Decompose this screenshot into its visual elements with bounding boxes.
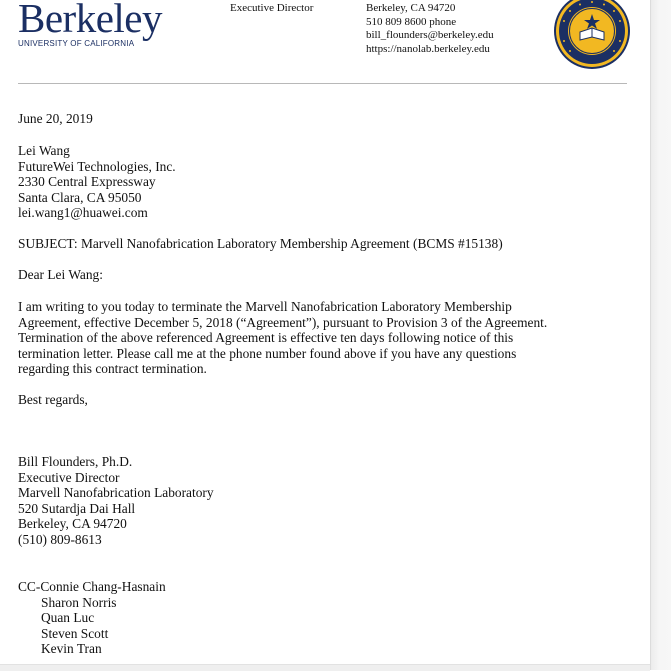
- recipient-city: Santa Clara, CA 95050: [18, 189, 142, 205]
- letter-body: [18, 299, 547, 377]
- header-divider: [18, 83, 627, 84]
- signer-street: 520 Sutardja Dai Hall: [18, 500, 136, 516]
- body-line: Termination of the above referenced Agreement is effective ten days following notice of this: [18, 330, 514, 346]
- recipient-email: lei.wang1@huawei.com: [18, 205, 148, 221]
- university-seal-icon: [553, 0, 631, 70]
- cc-item: Steven Scott: [41, 625, 109, 641]
- signer-city: Berkeley, CA 94720: [18, 516, 127, 532]
- contact-phone: 510 809 8600 phone: [366, 15, 457, 28]
- closing: Best regards,: [18, 392, 88, 407]
- cc-item: Quan Luc: [41, 610, 95, 626]
- body-line: Agreement, effective December 5, 2018 (“Agreement”), pursuant to Provision 3 of the Agreement.: [18, 314, 548, 330]
- recipient-name: Lei Wang: [18, 143, 70, 158]
- recipient-address: [18, 143, 176, 221]
- cc-first: CC-Connie Chang-Hasnain: [18, 579, 166, 594]
- logo-wordmark: Berkeley: [18, 0, 162, 41]
- signer-title: Executive Director: [18, 469, 120, 485]
- recipient-company: FutureWei Technologies, Inc.: [18, 158, 176, 174]
- salutation: Dear Lei Wang:: [18, 267, 103, 282]
- letterhead-title: Executive Director: [230, 2, 314, 14]
- signer-phone: (510) 809-8613: [18, 531, 102, 547]
- contact-email: bill_flounders@berkeley.edu: [366, 29, 494, 41]
- signature-block: [18, 454, 214, 548]
- body-line: termination letter. Please call me at the phone number found above if you have any questions: [18, 345, 517, 361]
- viewer-background: [650, 0, 671, 670]
- signer-organization: Marvell Nanofabrication Laboratory: [18, 485, 214, 501]
- contact-city: Berkeley, CA 94720: [366, 2, 456, 14]
- subject-line: SUBJECT: Marvell Nanofabrication Laboratory Membership Agreement (BCMS #15138): [18, 236, 503, 251]
- cc-item: Kevin Tran: [41, 641, 102, 657]
- body-line: regarding this contract termination.: [18, 361, 207, 377]
- body-line: I am writing to you today to terminate the Marvell Nanofabrication Laboratory Membership: [18, 299, 512, 314]
- contact-website: https://nanolab.berkeley.edu: [366, 42, 490, 55]
- letterhead-contact: [366, 2, 494, 56]
- signer-name: Bill Flounders, Ph.D.: [18, 454, 133, 469]
- cc-item: Sharon Norris: [41, 594, 117, 610]
- cc-list: [18, 579, 166, 657]
- logo-subtitle: UNIVERSITY OF CALIFORNIA: [18, 39, 135, 48]
- berkeley-logo: [18, 0, 162, 48]
- letter-date: June 20, 2019: [18, 111, 93, 126]
- recipient-street: 2330 Central Expressway: [18, 174, 156, 190]
